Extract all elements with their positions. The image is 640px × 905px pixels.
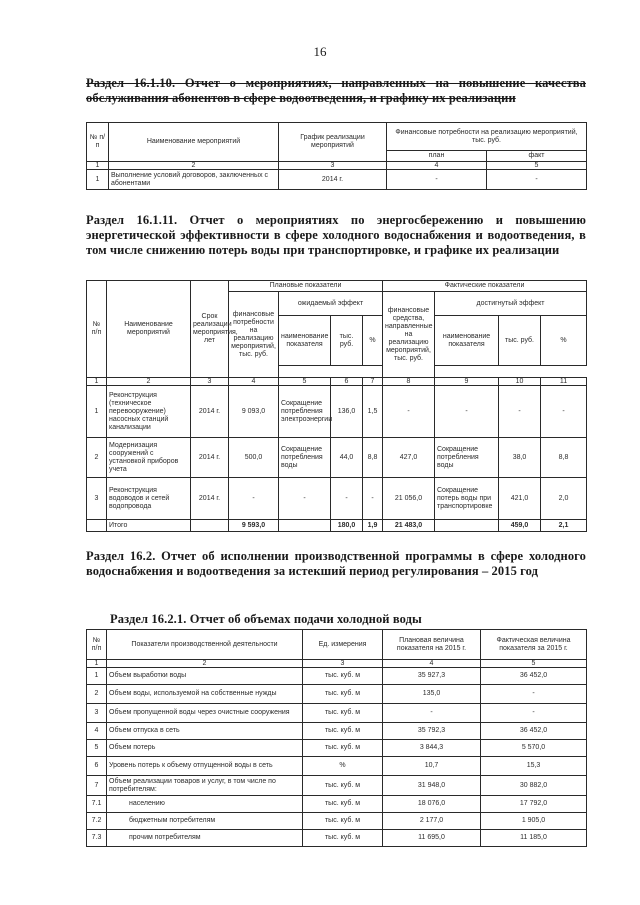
row-name: Реконструкция (техническое перевооружение) насосных станций канализации (107, 386, 191, 438)
header-effect-fact: достигнутый эффект (435, 292, 587, 316)
row-plan: - (383, 704, 481, 723)
row-pct-fact: 2,0 (541, 478, 587, 520)
row-num: 7.3 (87, 830, 107, 847)
row-pct-fact: 8,8 (541, 438, 587, 478)
header-indicator: наименование показателя (435, 316, 499, 366)
row-unit: % (303, 757, 383, 776)
column-number-row (87, 162, 587, 170)
row-indicator: Объем воды, используемой на собственные нужды (107, 685, 303, 704)
col-number: 2 (107, 378, 191, 386)
col-number: 4 (229, 378, 279, 386)
header-percent: % (363, 316, 383, 366)
table-total-row (87, 520, 587, 532)
header-indicator: Показатели производственной деятельности (107, 630, 303, 660)
col-number: 5 (279, 378, 331, 386)
row-indicator-plan: Сокращение потребления электроэнергии (279, 386, 331, 438)
table-row (87, 386, 587, 438)
row-fact: 1 905,0 (481, 813, 587, 830)
header-name: Наименование мероприятий (109, 123, 279, 162)
header-num: № п/п (87, 630, 107, 660)
total-pct-plan: 1,9 (363, 520, 383, 532)
total-fin-plan: 9 593,0 (229, 520, 279, 532)
row-schedule: 2014 г. (279, 170, 387, 190)
row-unit: тыс. куб. м (303, 830, 383, 847)
row-rub-plan: 44,0 (331, 438, 363, 478)
table-row (87, 740, 587, 757)
col-number: 7 (363, 378, 383, 386)
col-number: 4 (387, 162, 487, 170)
column-number-row (87, 378, 587, 386)
page-number: 16 (313, 44, 327, 59)
row-indicator: прочим потребителям (107, 830, 303, 847)
row-indicator: Объем пропущенной воды через очистные сооружения (107, 704, 303, 723)
row-num: 3 (87, 478, 107, 520)
table-row (87, 776, 587, 796)
row-unit: тыс. куб. м (303, 704, 383, 723)
row-fact: - (487, 170, 587, 190)
header-planned: Плановые показатели (229, 281, 383, 292)
table-row (87, 478, 587, 520)
col-number: 2 (109, 162, 279, 170)
row-num: 3 (87, 704, 107, 723)
table-row (87, 668, 587, 685)
row-plan: 35 792,3 (383, 723, 481, 740)
col-number: 3 (191, 378, 229, 386)
col-number: 5 (487, 162, 587, 170)
row-unit: тыс. куб. м (303, 668, 383, 685)
row-unit: тыс. куб. м (303, 740, 383, 757)
row-indicator-fact: Сокращение потребления воды (435, 438, 499, 478)
row-plan: 11 695,0 (383, 830, 481, 847)
row-plan: 2 177,0 (383, 813, 481, 830)
col-number: 10 (499, 378, 541, 386)
total-rub-fact: 459,0 (499, 520, 541, 532)
row-plan: 31 948,0 (383, 776, 481, 796)
row-plan: 35 927,3 (383, 668, 481, 685)
row-fin-plan: 9 093,0 (229, 386, 279, 438)
header-fact: Фактическая величина показателя за 2015 г. (481, 630, 587, 660)
col-number: 1 (87, 378, 107, 386)
header-num: № п/п (87, 281, 107, 378)
section-16-1-11-heading: Раздел 16.1.11. Отчет о мероприятиях по энергосбережению и повышению энергетической эффективности в сфере холодного водоснабжения и водоотведения, в том числе снижению потерь воды при транспортировке, и графике их реализации (86, 213, 586, 257)
row-plan: 18 076,0 (383, 796, 481, 813)
column-number-row (87, 660, 587, 668)
row-pct-plan: 8,8 (363, 438, 383, 478)
table-header-row (87, 630, 587, 660)
row-unit: тыс. куб. м (303, 813, 383, 830)
row-fact: 15,3 (481, 757, 587, 776)
row-fin-fact: - (383, 386, 435, 438)
col-number: 1 (87, 162, 109, 170)
row-unit: тыс. куб. м (303, 723, 383, 740)
table-row (87, 704, 587, 723)
col-number: 5 (481, 660, 587, 668)
row-plan: 3 844,3 (383, 740, 481, 757)
row-rub-plan: - (331, 478, 363, 520)
row-plan: - (387, 170, 487, 190)
row-name: Реконструкция водоводов и сетей водопровода (107, 478, 191, 520)
header-finance-plan: финансовые потребности на реализацию мероприятий, тыс. руб. (229, 292, 279, 378)
row-num: 1 (87, 386, 107, 438)
row-fact: 17 792,0 (481, 796, 587, 813)
col-number: 11 (541, 378, 587, 386)
section-16-1-10-heading: Раздел 16.1.10. Отчет о мероприятиях, направленных на повышение качества обслуживания абонентов в сфере водоотведения, и графику их реализации (86, 76, 586, 105)
row-fact: 30 882,0 (481, 776, 587, 796)
row-rub-fact: - (499, 386, 541, 438)
row-num: 2 (87, 438, 107, 478)
row-pct-plan: - (363, 478, 383, 520)
row-indicator-fact: - (435, 386, 499, 438)
section-16-1-10-table (86, 122, 587, 190)
row-fact: - (481, 704, 587, 723)
header-fact: факт (487, 151, 587, 162)
row-num: 1 (87, 170, 109, 190)
row-indicator: населению (107, 796, 303, 813)
section-16-1-11-table (86, 280, 587, 532)
row-indicator: Объем потерь (107, 740, 303, 757)
row-rub-fact: 421,0 (499, 478, 541, 520)
row-fact: 36 452,0 (481, 668, 587, 685)
section-16-2-1-table (86, 629, 587, 847)
table-row (87, 796, 587, 813)
header-plan: Плановая величина показателя на 2015 г. (383, 630, 481, 660)
row-unit: тыс. куб. м (303, 685, 383, 704)
row-fin-plan: 500,0 (229, 438, 279, 478)
header-name: Наименование мероприятий (107, 281, 191, 378)
header-effect-plan: ожидаемый эффект (279, 292, 383, 316)
row-indicator-plan: Сокращение потребления воды (279, 438, 331, 478)
row-fact: 11 185,0 (481, 830, 587, 847)
row-term: 2014 г. (191, 478, 229, 520)
col-number: 6 (331, 378, 363, 386)
table-row (87, 438, 587, 478)
row-rub-plan: 136,0 (331, 386, 363, 438)
header-unit: Ед. измерения (303, 630, 383, 660)
header-term: Срок реализации мероприятия, лет (191, 281, 229, 378)
row-term: 2014 г. (191, 438, 229, 478)
header-rub: тыс. руб. (331, 316, 363, 366)
table-row (87, 685, 587, 704)
table-header-row (87, 123, 587, 151)
col-number: 9 (435, 378, 499, 386)
col-number: 1 (87, 660, 107, 668)
header-rub: тыс. руб. (499, 316, 541, 366)
col-number: 3 (279, 162, 387, 170)
row-indicator: Объем реализации товаров и услуг, в том числе по потребителям: (107, 776, 303, 796)
row-plan: 10,7 (383, 757, 481, 776)
total-fin-fact: 21 483,0 (383, 520, 435, 532)
row-fin-fact: 21 056,0 (383, 478, 435, 520)
col-number: 8 (383, 378, 435, 386)
row-num: 4 (87, 723, 107, 740)
row-num: 6 (87, 757, 107, 776)
header-finance: Финансовые потребности на реализацию мероприятий, тыс. руб. (387, 123, 587, 151)
row-indicator: бюджетным потребителям (107, 813, 303, 830)
table-row (87, 813, 587, 830)
table-row (87, 757, 587, 776)
row-fact: 36 452,0 (481, 723, 587, 740)
header-finance-fact: финансовые средства, направленные на реализацию мероприятий, тыс. руб. (383, 292, 435, 378)
total-pct-fact: 2,1 (541, 520, 587, 532)
header-actual: Фактические показатели (383, 281, 587, 292)
row-pct-fact: - (541, 386, 587, 438)
row-pct-plan: 1,5 (363, 386, 383, 438)
section-16-2-heading: Раздел 16.2. Отчет об исполнении производственной программы в сфере холодного водоснабжения и водоотведения за истекший период регулирования – 2015 год (86, 549, 586, 578)
row-unit: тыс. куб. м (303, 796, 383, 813)
table-row (87, 723, 587, 740)
table-header-row (87, 281, 587, 292)
table-row (87, 170, 587, 190)
row-indicator: Объем выработки воды (107, 668, 303, 685)
row-indicator-plan: - (279, 478, 331, 520)
col-number: 2 (107, 660, 303, 668)
row-fin-fact: 427,0 (383, 438, 435, 478)
volume-table-body (87, 668, 587, 847)
col-number: 4 (383, 660, 481, 668)
total-label: Итого (107, 520, 191, 532)
row-fact: - (481, 685, 587, 704)
row-indicator-fact: Сокращение потерь воды при транспортировке (435, 478, 499, 520)
header-schedule: График реализации мероприятий (279, 123, 387, 162)
section-16-2-1-heading: Раздел 16.2.1. Отчет об объемах подачи холодной воды (110, 612, 422, 626)
row-fin-plan: - (229, 478, 279, 520)
header-num: № п/п (87, 123, 109, 162)
col-number: 3 (303, 660, 383, 668)
header-percent: % (541, 316, 587, 366)
row-name: Выполнение условий договоров, заключенных с абонентами (109, 170, 279, 190)
total-rub-plan: 180,0 (331, 520, 363, 532)
row-indicator: Уровень потерь к объему отпущенной воды в сеть (107, 757, 303, 776)
row-term: 2014 г. (191, 386, 229, 438)
header-plan: план (387, 151, 487, 162)
row-num: 7 (87, 776, 107, 796)
row-num: 7.1 (87, 796, 107, 813)
row-num: 7.2 (87, 813, 107, 830)
row-plan: 135,0 (383, 685, 481, 704)
row-name: Модернизация сооружений с установкой приборов учета (107, 438, 191, 478)
row-fact: 5 570,0 (481, 740, 587, 757)
row-unit: тыс. куб. м (303, 776, 383, 796)
row-rub-fact: 38,0 (499, 438, 541, 478)
row-num: 2 (87, 685, 107, 704)
row-num: 1 (87, 668, 107, 685)
header-indicator: наименование показателя (279, 316, 331, 366)
table-row (87, 830, 587, 847)
row-indicator: Объем отпуска в сеть (107, 723, 303, 740)
row-num: 5 (87, 740, 107, 757)
